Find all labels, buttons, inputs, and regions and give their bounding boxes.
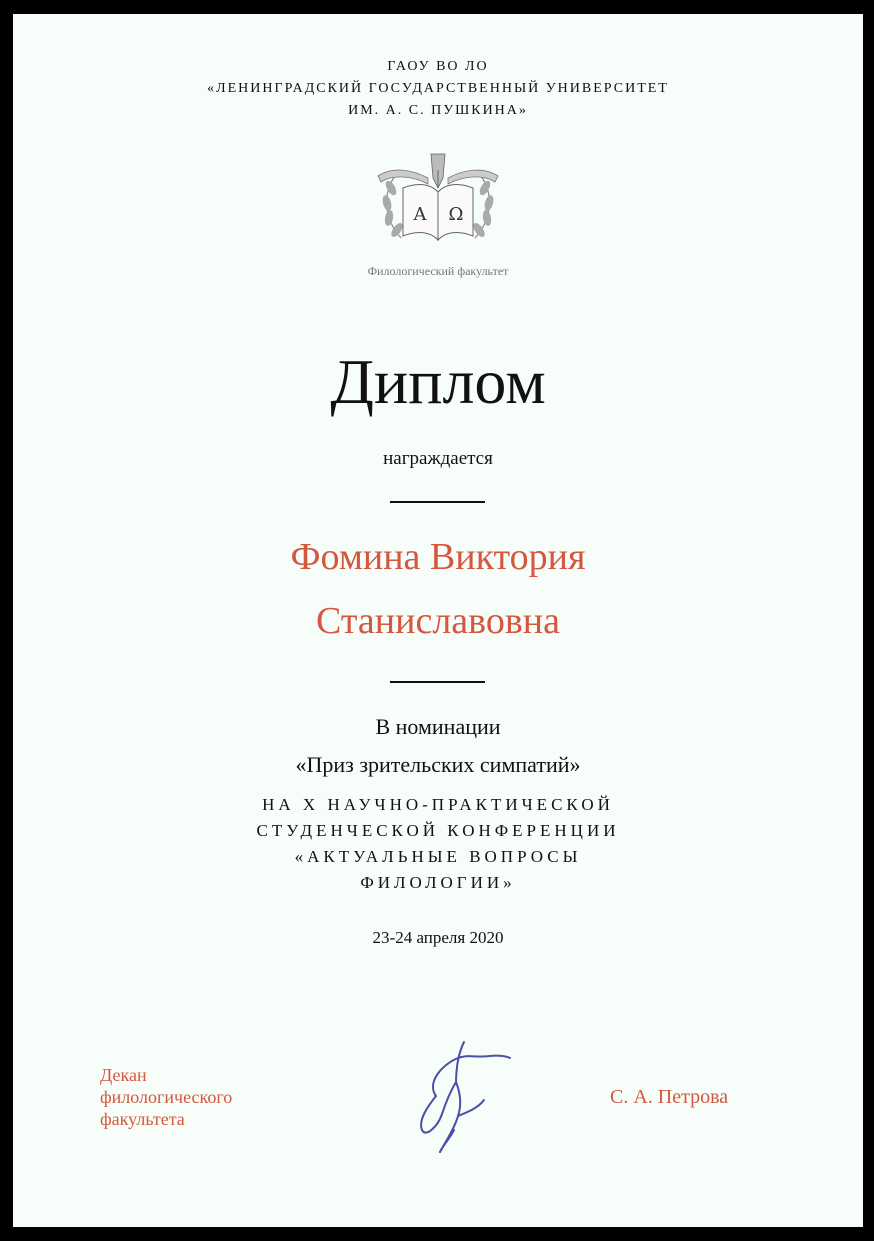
event-date: 23-24 апреля 2020 <box>372 928 504 947</box>
conference-block <box>13 792 863 896</box>
university-line-2: «ЛЕНИНГРАДСКИЙ ГОСУДАРСТВЕННЫЙ УНИВЕРСИТЕТ <box>207 81 669 96</box>
conference-line-4: ФИЛОЛОГИИ» <box>360 873 516 892</box>
university-line-3: ИМ. А. С. ПУШКИНА» <box>348 103 528 118</box>
dean-line-1: Декан <box>100 1065 147 1085</box>
divider-top <box>390 501 485 503</box>
university-line-1: ГАОУ ВО ЛО <box>387 59 489 74</box>
handwritten-signature <box>398 1034 518 1154</box>
dean-line-3: факультета <box>100 1109 185 1129</box>
nomination-title: «Приз зрительских симпатий» <box>295 752 581 777</box>
open-book-laurel-emblem-icon <box>373 148 503 248</box>
signer-name: С. А. Петрова <box>610 1086 729 1108</box>
university-header <box>13 56 863 122</box>
diploma-title: Диплом <box>330 346 546 417</box>
conference-line-2: СТУДЕНЧЕСКОЙ КОНФЕРЕНЦИИ <box>256 821 620 840</box>
logo-letter-alpha: Α <box>413 204 427 225</box>
nomination-intro: В номинации <box>375 714 501 739</box>
logo-letter-omega: Ω <box>448 204 464 225</box>
conference-line-3: «АКТУАЛЬНЫЕ ВОПРОСЫ <box>294 847 582 866</box>
dean-title <box>100 1064 232 1130</box>
divider-bottom <box>390 681 485 683</box>
recipient-name-line-2: Станиславовна <box>316 600 560 642</box>
awarded-label: награждается <box>383 448 493 469</box>
recipient-name-line-1: Фомина Виктория <box>290 536 586 578</box>
diploma-page <box>13 14 863 1227</box>
conference-line-1: НА X НАУЧНО-ПРАКТИЧЕСКОЙ <box>262 795 614 814</box>
dean-line-2: филологического <box>100 1087 233 1107</box>
logo-caption: Филологический факультет <box>367 264 509 278</box>
